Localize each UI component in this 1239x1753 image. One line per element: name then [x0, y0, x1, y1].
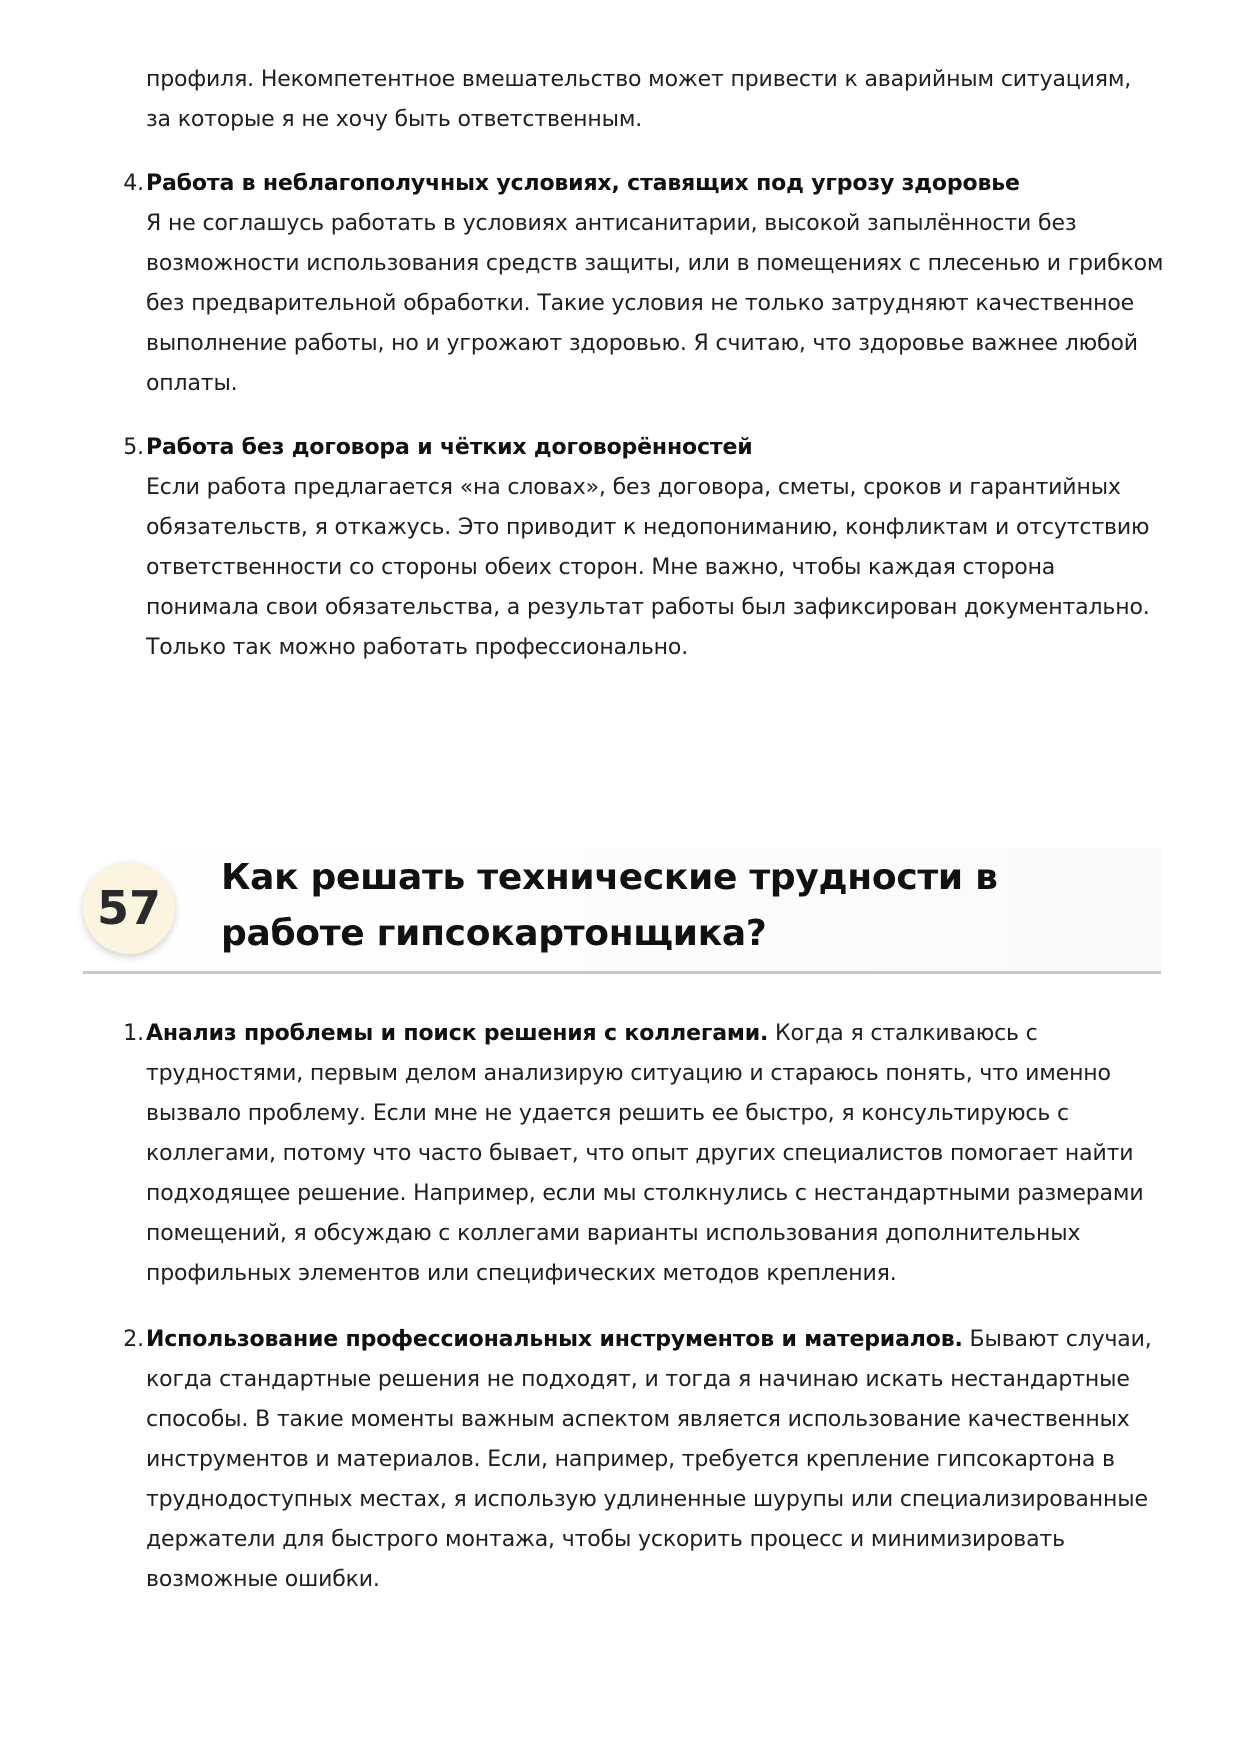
- section-number-badge: 57: [83, 862, 175, 954]
- list-item-body: Бывают случаи, когда стандартные решения не подходят, и тогда я начинаю искать нестандартные способы. В такие моменты важным аспектом является использование качественных инструментов и материалов. Если, например, требуется крепление гипсокартона в труднодоступных местах, я использую удлиненные шурупы или специализированные держатели для быстрого монтажа, чтобы ускорить процесс и минимизировать возможные ошибки.: [146, 1327, 1152, 1592]
- list-item-title: Работа без договора и чётких договорённостей: [146, 435, 753, 460]
- list-number: 2.: [123, 1327, 144, 1352]
- continuation-paragraph: профиля. Некомпетентное вмешательство может привести к аварийным ситуациям, за которые я не хочу быть ответственным.: [146, 67, 1132, 132]
- list-item: [123, 164, 1166, 404]
- list-item: [123, 1014, 1166, 1294]
- list-number: 1.: [123, 1021, 144, 1046]
- section-header: [83, 848, 1161, 974]
- list-item-title: Анализ проблемы и поиск решения с коллегами.: [146, 1021, 769, 1046]
- list-item-body: Если работа предлагается «на словах», без договора, сметы, сроков и гарантийных обязательств, я откажусь. Это приводит к недопониманию, конфликтам и отсутствию ответственности со стороны обеих сторон. Мне важно, чтобы каждая сторона понимала свои обязательства, а результат работы был зафиксирован документально. Только так можно работать профессионально.: [146, 475, 1150, 660]
- list-item: [123, 1320, 1166, 1600]
- list-item-title: Использование профессиональных инструментов и материалов.: [146, 1327, 963, 1352]
- list-item-title: Работа в неблагополучных условиях, ставящих под угрозу здоровье: [146, 171, 1020, 196]
- section-title: Как решать технические трудности в работе гипсокартонщика?: [221, 857, 998, 954]
- list-number: 5.: [123, 435, 144, 460]
- list-item: [123, 428, 1166, 668]
- list-item-body: Я не соглашусь работать в условиях антисанитарии, высокой запылённости без возможности использования средств защиты, или в помещениях с плесенью и грибком без предварительной обработки. Такие условия не только затрудняют качественное выполнение работы, но и угрожают здоровью. Я считаю, что здоровье важнее любой оплаты.: [146, 211, 1164, 396]
- list-item-body: Когда я сталкиваюсь с трудностями, первым делом анализирую ситуацию и стараюсь понять, что именно вызвало проблему. Если мне не удается решить ее быстро, я консультируюсь с коллегами, потому что часто бывает, что опыт других специалистов помогает найти подходящее решение. Например, если мы столкнулись с нестандартными размерами помещений, я обсуждаю с коллегами варианты использования дополнительных профильных элементов или специфических методов крепления.: [146, 1021, 1144, 1286]
- list-number: 4.: [123, 171, 144, 196]
